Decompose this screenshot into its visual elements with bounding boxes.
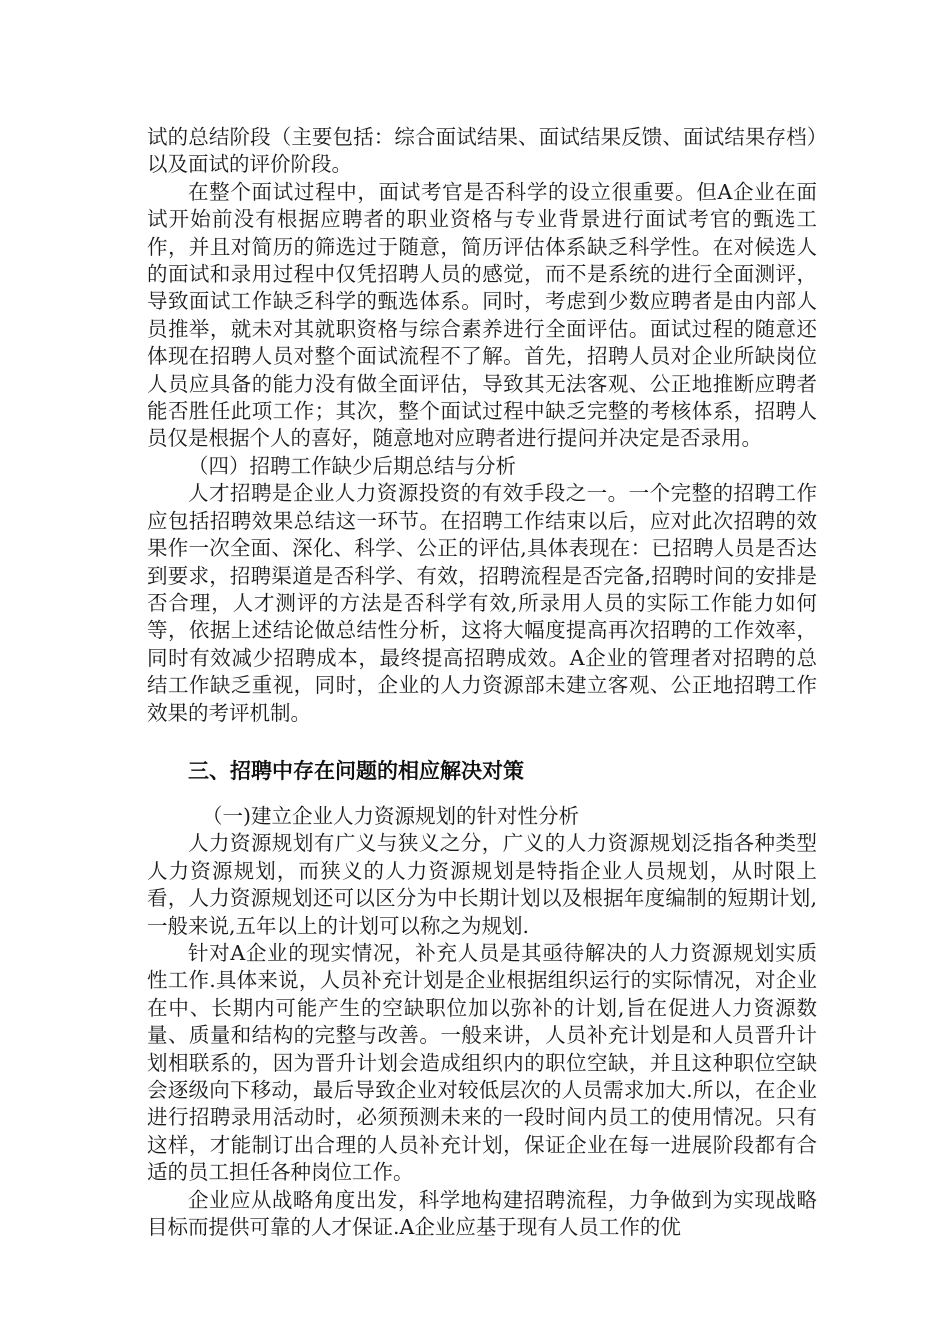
paragraph-strategy: 企业应从战略角度出发，科学地构建招聘流程，力争做到为实现战略目标而提供可靠的人才保证.A企业应基于现有人员工作的优 [147, 1187, 817, 1240]
paragraph-interviewer-selection: 在整个面试过程中，面试考官是否科学的设立很重要。但A企业在面试开始前没有根据应聘者的职业资格与专业背景进行面试考官的甄选工作，并且对简历的筛选过于随意，简历评估体系缺乏科学性。在对候选人的面试和录用过程中仅凭招聘人员的感觉，而不是系统的进行全面测评，导致面试工作缺乏科学的甄选体系。同时，考虑到少数应聘者是由内部人员推举，就未对其就职资格与综合素养进行全面评估。面试过程的随意还体现在招聘人员对整个面试流程不了解。首先，招聘人员对企业所缺岗位人员应具备的能力没有做全面评估，导致其无法客观、公正地推断应聘者能否胜任此项工作；其次，整个面试过程中缺乏完整的考核体系，招聘人员仅是根据个人的喜好，随意地对应聘者进行提问并决定是否录用。 [147, 179, 817, 451]
document-body [147, 124, 817, 1241]
paragraph-recruitment-evaluation: 人才招聘是企业人力资源投资的有效手段之一。一个完整的招聘工作应包括招聘效果总结这一环节。在招聘工作结束以后，应对此次招聘的效果作一次全面、深化、科学、公正的评估,具体表现在：已招聘人员是否达到要求，招聘渠道是否科学、有效，招聘流程是否完备,招聘时间的安排是否合理，人才测评的方法是否科学有效,所录用人员的实际工作能力如何等，依据上述结论做总结性分析，这将大幅度提高再次招聘的工作效率，同时有效减少招聘成本，最终提高招聘成效。A企业的管理者对招聘的总结工作缺乏重视，同时，企业的人力资源部未建立客观、公正地招聘工作效果的考评机制。 [147, 481, 817, 725]
paragraph-hr-planning: 人力资源规划有广义与狭义之分，广义的人力资源规划泛指各种类型人力资源规划，而狭义的人力资源规划是特指企业人员规划，从时限上看，人力资源规划还可以区分为中长期计划以及根据年度编制的短期计划,一般来说,五年以上的计划可以称之为规划. [147, 831, 817, 938]
subheading-4: （四）招聘工作缺少后期总结与分析 [188, 453, 516, 478]
paragraph-interview-summary: 试的总结阶段（主要包括：综合面试结果、面试结果反馈、面试结果存档）以及面试的评价阶段。 [147, 125, 817, 177]
paragraph-staff-supplement: 针对A企业的现实情况，补充人员是其亟待解决的人力资源规划实质性工作.具体来说，人员补充计划是企业根据组织运行的实际情况，对企业在中、长期内可能产生的空缺职位加以弥补的计划,旨在促进人力资源数量、质量和结构的完整与改善。一般来讲，人员补充计划是和人员晋升计划相联系的，因为晋升计划会造成组织内的职位空缺，并且这种职位空缺会逐级向下移动，最后导致企业对较低层次的人员需求加大.所以，在企业进行招聘录用活动时，必须预测未来的一段时间内员工的使用情况。只有这样，才能制订出合理的人员补充计划，保证企业在每一进展阶段都有合适的员工担任各种岗位工作。 [147, 940, 817, 1185]
section-heading-3: 三、招聘中存在问题的相应解决对策 [188, 758, 524, 783]
subheading-1: （一)建立企业人力资源规划的针对性分析 [202, 803, 579, 828]
